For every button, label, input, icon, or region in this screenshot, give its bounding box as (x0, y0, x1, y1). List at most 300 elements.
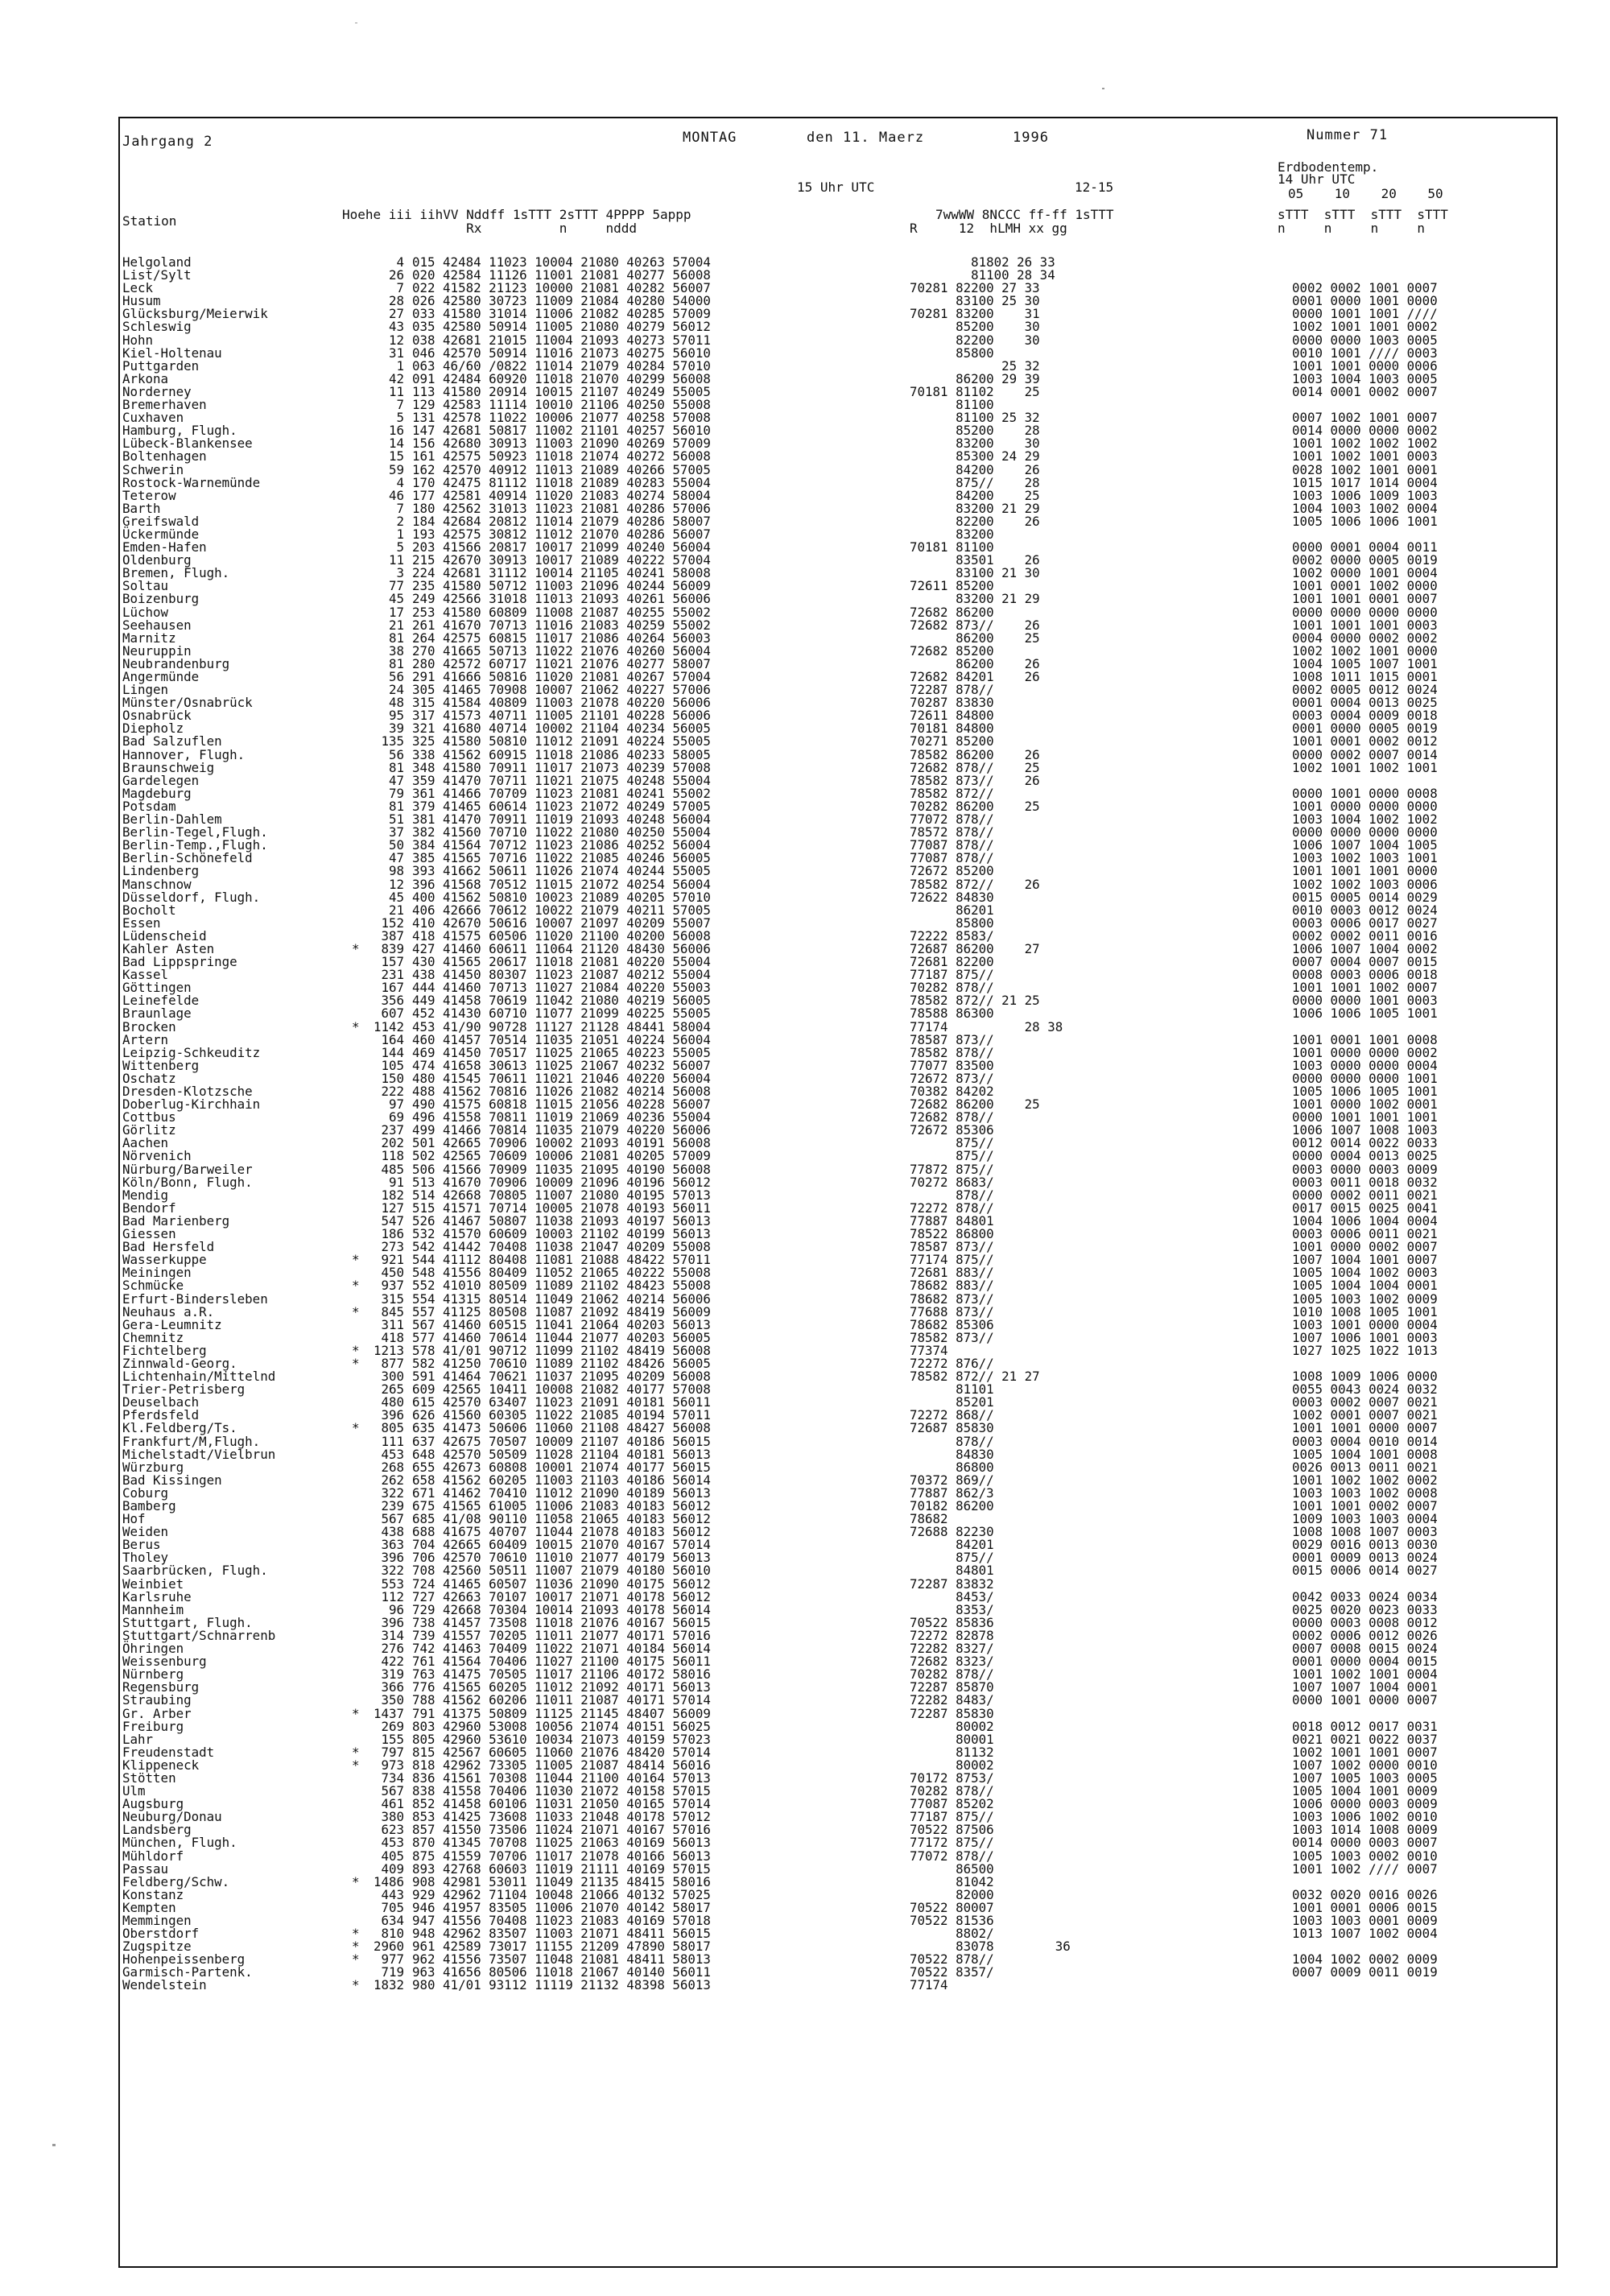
regional-groups: 86201 (910, 902, 994, 918)
station-elevation: 810 (381, 1926, 404, 1942)
regional-groups: 70287 83830 (910, 695, 994, 711)
regional-groups: 878// (910, 1433, 994, 1449)
soil-temperature-column (1292, 256, 1558, 1992)
station-name: Kahler Asten (122, 940, 215, 956)
soil-temperatures: 0015 0006 0014 0027 (1292, 1563, 1438, 1579)
mountain-station-marker (352, 645, 368, 658)
regional-groups: 77077 83500 (910, 1057, 994, 1073)
station-name: Stuttgart/Schnarrenb (122, 1627, 276, 1643)
station-name: Stuttgart, Flugh. (122, 1614, 253, 1630)
soil-temperatures: 0055 0043 0024 0032 (1292, 1381, 1438, 1398)
soil-temperatures: 1007 1004 1001 0007 (1292, 1252, 1438, 1268)
station-name: Weissenburg (122, 1654, 207, 1670)
soil-temperatures: 1001 0001 1001 0008 (1292, 1031, 1438, 1047)
column-header-soil: sTTT sTTT sTTT sTTT (1278, 207, 1448, 222)
station-name: Passau (122, 1860, 169, 1877)
synop-groups: 113 41580 20914 10015 21107 40249 55005 (412, 383, 711, 399)
regional-groups: 78587 873// (910, 1031, 994, 1047)
regional-groups: 81042 (910, 1873, 994, 1889)
station-elevation: 12 (388, 876, 404, 892)
soil-temperatures: 0000 0002 0011 0021 (1292, 1187, 1438, 1203)
station-elevation: 273 (381, 1239, 404, 1255)
regional-groups: 72687 86200 27 (910, 940, 1040, 956)
station-name: Bad Kissingen (122, 1472, 222, 1488)
mountain-station-marker (352, 1448, 368, 1461)
synop-groups: 444 41460 70713 11027 21084 40220 55003 (412, 980, 711, 996)
station-elevation: 105 (381, 1057, 404, 1073)
synop-groups: 321 41680 40714 10002 21104 40234 56005 (412, 721, 711, 737)
soil-temperatures: 1001 0000 0002 0007 (1292, 1239, 1438, 1255)
soil-temperatures: 1002 1001 1001 0002 (1292, 319, 1438, 335)
synop-groups: 499 41466 70814 11035 21079 40220 56006 (412, 1122, 711, 1138)
synop-groups: 449 41458 70619 11042 21080 40219 56005 (412, 993, 711, 1009)
synop-groups: 791 41375 50809 11125 21145 48407 56009 (412, 1705, 711, 1721)
soil-temperatures: 1003 1002 1003 1001 (1292, 850, 1438, 866)
station-name: Nörvenich (122, 1148, 192, 1164)
regional-groups: 77872 875// (910, 1161, 994, 1177)
mountain-station-marker: * (352, 1744, 360, 1760)
mountain-station-marker (352, 1526, 368, 1538)
synop-groups: 946 41957 83505 11006 21070 40142 58017 (412, 1899, 711, 1915)
regional-groups: 70281 83200 31 (910, 306, 1040, 322)
station-elevation: 276 (381, 1641, 404, 1657)
station-name: Lindenberg (122, 863, 200, 879)
station-name: Düsseldorf, Flugh. (122, 889, 261, 905)
soil-temperatures: 1003 1006 1002 0010 (1292, 1809, 1438, 1825)
mountain-station-marker (352, 1176, 368, 1189)
soil-temperatures: 0018 0012 0017 0031 (1292, 1718, 1438, 1734)
regional-groups: 81132 (910, 1744, 994, 1760)
station-name: Osnabrück (122, 708, 192, 724)
mountain-station-marker (352, 282, 368, 295)
mountain-station-marker (352, 1551, 368, 1564)
synop-groups: 729 42668 70304 10014 21093 40178 56014 (412, 1601, 711, 1617)
soil-temperatures: 1005 1006 1005 1001 (1292, 1084, 1438, 1099)
synop-groups: 557 41125 80508 11087 21092 48419 56009 (412, 1303, 711, 1319)
mountain-station-marker (352, 671, 368, 683)
station-name: Neuhaus a.R. (122, 1303, 215, 1319)
soil-temperatures: 0010 1001 //// 0003 (1292, 345, 1438, 361)
regional-groups: 78682 883// (910, 1278, 994, 1294)
regional-groups: 77374 (910, 1342, 948, 1358)
mountain-station-marker (352, 1668, 368, 1681)
station-elevation: 1213 (373, 1342, 404, 1358)
synop-groups: 582 41250 70610 11089 21102 48426 56005 (412, 1355, 711, 1371)
mountain-marker-column (352, 256, 368, 1992)
mountain-station-marker (352, 464, 368, 477)
station-elevation: 15 (388, 448, 404, 465)
synop-groups: 161 42575 50923 11018 21074 40272 56008 (412, 448, 711, 465)
station-name: Artern (122, 1031, 169, 1047)
synop-groups: 235 41580 50712 11003 21096 40244 56009 (412, 578, 711, 594)
soil-temperatures: 0002 0005 0012 0024 (1292, 682, 1438, 698)
mountain-station-marker: * (352, 1278, 360, 1294)
station-elevation: 95 (388, 708, 404, 724)
station-name: Cottbus (122, 1109, 176, 1125)
mountain-station-marker: * (352, 1342, 360, 1358)
soil-temperatures: 1005 1004 1004 0001 (1292, 1278, 1438, 1294)
synop-groups: 742 41463 70409 11022 21071 40184 56014 (412, 1641, 711, 1657)
synop-groups: 688 41675 40707 11044 21078 40183 56012 (412, 1524, 711, 1540)
soil-temperatures: 0003 0004 0010 0014 (1292, 1433, 1438, 1449)
synop-groups: 129 42583 11114 10010 21106 40250 55008 (412, 397, 711, 413)
soil-temperatures: 1010 1008 1005 1001 (1292, 1303, 1438, 1319)
soil-temperatures: 1001 1001 1002 0007 (1292, 980, 1438, 996)
synop-groups: 280 42572 60717 11021 21076 40277 58007 (412, 655, 711, 671)
mountain-station-marker (352, 1487, 368, 1500)
mountain-station-marker (352, 1655, 368, 1668)
station-name: München, Flugh. (122, 1835, 237, 1851)
station-name: Augsburg (122, 1796, 184, 1812)
mountain-station-marker (352, 606, 368, 619)
station-name: Kassel (122, 967, 169, 983)
station-name: Ulm (122, 1783, 146, 1799)
soil-temperatures: 1002 1002 1001 0000 (1292, 642, 1438, 659)
mountain-station-marker (352, 1811, 368, 1823)
regional-groups: 72672 85306 (910, 1122, 994, 1138)
station-elevation: 734 (381, 1769, 404, 1786)
soil-temperatures: 1004 1005 1007 1001 (1292, 655, 1438, 671)
synop-groups: 317 41573 40711 11005 21101 40228 56006 (412, 708, 711, 724)
synop-groups: 400 41562 50810 10023 21089 40205 57010 (412, 889, 711, 905)
station-name: Arkona (122, 370, 169, 386)
station-name: Angermünde (122, 669, 200, 684)
regional-groups: 72272 868// (910, 1407, 994, 1423)
regional-groups: 81100 28 34 (910, 267, 1055, 283)
synop-groups: 948 42962 83507 11003 21071 48411 56015 (412, 1926, 711, 1942)
station-elevation: 396 (381, 1614, 404, 1630)
synop-groups: 908 42981 53011 11049 21135 48415 58016 (412, 1873, 711, 1889)
mountain-station-marker (352, 450, 368, 463)
regional-groups: 85201 (910, 1394, 994, 1410)
regional-groups: 83100 25 30 (910, 293, 1040, 309)
synop-groups: 193 42575 30812 11012 21070 40286 56007 (412, 526, 711, 542)
station-elevation: 845 (381, 1303, 404, 1319)
synop-groups: 015 42484 11023 10004 21080 40263 57004 (412, 254, 711, 270)
soil-temperatures: 1001 1001 0001 0007 (1292, 591, 1438, 607)
station-name: Klippeneck (122, 1757, 200, 1773)
station-elevation: 839 (381, 940, 404, 956)
mountain-station-marker (352, 1189, 368, 1202)
station-elevation: 21 (388, 902, 404, 918)
station-elevation: 5 (396, 539, 404, 555)
mountain-station-marker: * (352, 1951, 360, 1968)
soil-temperatures: 1007 1007 1004 0001 (1292, 1679, 1438, 1695)
regional-groups: 82000 (910, 1886, 994, 1902)
mountain-station-marker (352, 1642, 368, 1655)
mountain-station-marker (352, 917, 368, 930)
station-elevation: 262 (381, 1472, 404, 1488)
synop-groups: 177 42581 40914 11020 21083 40274 58004 (412, 487, 711, 503)
mountain-station-marker (352, 1500, 368, 1513)
station-name: Lahr (122, 1731, 154, 1747)
station-name: Neubrandenburg (122, 655, 230, 671)
mountain-station-marker (352, 696, 368, 709)
soil-temperatures: 1005 1004 1001 0009 (1292, 1783, 1438, 1799)
soil-temperatures: 1006 1007 1008 1003 (1292, 1122, 1438, 1138)
synop-groups: 761 41564 70406 11027 21100 40175 56011 (412, 1654, 711, 1670)
regional-groups: 72622 84830 (910, 889, 994, 905)
synop-groups: 739 41557 70205 11011 21077 40171 57016 (412, 1627, 711, 1643)
mountain-station-marker (352, 437, 368, 450)
station-elevation: 2 (396, 513, 404, 529)
soil-temperatures: 1008 1009 1006 0000 (1292, 1369, 1438, 1385)
station-elevation: 16 (388, 423, 404, 439)
synop-groups: 026 42580 30723 11009 21084 40280 54000 (412, 293, 711, 309)
mountain-station-marker (352, 994, 368, 1007)
station-elevation: 350 (381, 1692, 404, 1708)
mountain-station-marker (352, 1629, 368, 1642)
station-name: Hohenpeissenberg (122, 1951, 246, 1968)
regional-groups: 72222 8583/ (910, 927, 994, 944)
station-elevation: 719 (381, 1964, 404, 1980)
station-elevation: 623 (381, 1822, 404, 1838)
synop-groups: 490 41575 60818 11015 21056 40228 56007 (412, 1096, 711, 1113)
station-name: Bamberg (122, 1498, 176, 1513)
station-elevation: 112 (381, 1588, 404, 1604)
soil-temperatures: 0003 0011 0018 0032 (1292, 1174, 1438, 1190)
regional-groups: 83200 21 29 (910, 591, 1040, 607)
station-name: Schwerin (122, 461, 184, 477)
soil-temperatures: 1001 1002 1001 0003 (1292, 448, 1438, 465)
station-elevation: 97 (388, 1096, 404, 1113)
mountain-station-marker (352, 1047, 368, 1059)
station-elevation: 69 (388, 1109, 404, 1125)
station-name: Leck (122, 280, 154, 296)
regional-groups: 78588 86300 (910, 1006, 994, 1022)
station-elevation: 118 (381, 1148, 404, 1164)
station-name: Frankfurt/M,Flugh. (122, 1433, 261, 1449)
regional-groups: 84200 26 (910, 461, 1040, 477)
soil-temperatures: 0026 0013 0011 0021 (1292, 1459, 1438, 1475)
soil-temperatures: 0000 0000 0000 0000 (1292, 604, 1438, 620)
year-label: 1996 (1013, 130, 1049, 146)
mountain-station-marker: * (352, 1757, 360, 1773)
synop-groups: 361 41466 70709 11023 21081 40241 55002 (412, 785, 711, 801)
station-name: Schleswig (122, 319, 192, 335)
regional-groups: 77887 862/3 (910, 1485, 994, 1501)
station-name: Cuxhaven (122, 410, 184, 426)
station-elevation: 48 (388, 695, 404, 711)
mountain-station-marker (352, 658, 368, 671)
station-name: Braunlage (122, 1006, 192, 1022)
station-elevation: 1 (396, 357, 404, 374)
regional-groups: 77072 878// (910, 811, 994, 828)
synop-groups: 513 41670 70906 10009 21096 40196 56012 (412, 1174, 711, 1190)
station-elevation: 21 (388, 617, 404, 633)
station-elevation: 567 (381, 1783, 404, 1799)
column-header-station: Station (122, 213, 177, 229)
synop-groups: 382 41560 70710 11022 21080 40250 55004 (412, 824, 711, 840)
station-name: Nürnberg (122, 1666, 184, 1683)
station-name: Weiden (122, 1524, 169, 1540)
synop-groups: 658 41562 60205 11003 21103 40186 56014 (412, 1472, 711, 1488)
mountain-station-marker (352, 956, 368, 968)
station-elevation: 231 (381, 967, 404, 983)
station-name: Seehausen (122, 617, 192, 633)
station-elevation: 607 (381, 1006, 404, 1022)
station-name: Bocholt (122, 902, 176, 918)
station-name: Garmisch-Partenk. (122, 1964, 253, 1980)
station-name: Coburg (122, 1485, 169, 1501)
regional-groups: 72672 873// (910, 1070, 994, 1086)
station-name: Regensburg (122, 1679, 200, 1695)
synop-groups: 215 42670 30913 10017 21089 40222 57004 (412, 552, 711, 568)
mountain-station-marker (352, 515, 368, 528)
station-name: Michelstadt/Vielbrun (122, 1446, 276, 1462)
soil-temperatures: 0002 0006 0012 0026 (1292, 1627, 1438, 1643)
regional-groups: 77174 875// (910, 1252, 994, 1268)
station-elevation: 314 (381, 1627, 404, 1643)
synop-groups: 893 42768 60603 11019 21111 40169 57015 (412, 1860, 711, 1877)
station-elevation: 2960 (373, 1939, 404, 1955)
station-elevation: 237 (381, 1122, 404, 1138)
synop-groups: 776 41565 60205 11012 21092 40171 56013 (412, 1679, 711, 1695)
soil-temperatures: 0001 0000 1001 0000 (1292, 293, 1438, 309)
soil-temperature-time: 14 Uhr UTC (1278, 171, 1356, 187)
regional-groups: 72282 8327/ (910, 1641, 994, 1657)
station-elevation: 47 (388, 772, 404, 788)
synop-groups: 147 42681 50817 11002 21101 40257 56010 (412, 423, 711, 439)
station-elevation: 480 (381, 1394, 404, 1410)
station-elevation: 11 (388, 552, 404, 568)
regional-groups: 72687 85830 (910, 1420, 994, 1436)
regional-groups: 72682 86200 25 (910, 1096, 1040, 1113)
station-name: Kiel-Holtenau (122, 345, 222, 361)
synop-groups: 671 41462 70410 11012 21090 40189 56013 (412, 1485, 711, 1501)
mountain-station-marker: * (352, 1355, 360, 1371)
soil-temperatures: 1005 1003 1002 0009 (1292, 1290, 1438, 1307)
soil-temperatures: 1001 1001 0000 0006 (1292, 357, 1438, 374)
soil-temperatures: 1003 1003 0001 0009 (1292, 1913, 1438, 1928)
regional-groups: 8353/ (910, 1601, 994, 1617)
synop-groups: 685 41/08 90110 11058 21065 40183 56012 (412, 1511, 711, 1527)
station-elevation: 164 (381, 1031, 404, 1047)
soil-temperatures: 1004 1006 1004 0004 (1292, 1212, 1438, 1229)
mountain-station-marker (352, 1681, 368, 1694)
mountain-station-marker (352, 502, 368, 515)
station-name: Soltau (122, 578, 169, 594)
soil-temperatures: 0000 0000 0000 0000 (1292, 824, 1438, 840)
soil-temperatures: 1005 1003 0002 0010 (1292, 1848, 1438, 1864)
synop-groups: 379 41465 60614 11023 21072 40249 57005 (412, 798, 711, 814)
station-name: List/Sylt (122, 267, 192, 283)
station-elevation: 81 (388, 759, 404, 775)
mountain-station-marker (352, 826, 368, 839)
date-label: den 11. Maerz (807, 130, 925, 146)
mountain-station-marker (352, 1772, 368, 1785)
column-header-main: Hoehe iii iihVV Nddff 1sTTT 2sTTT 4PPPP 5appp (342, 207, 691, 222)
mountain-station-marker (352, 1202, 368, 1215)
regional-groups: 77174 (910, 1977, 948, 1993)
mountain-station-marker (352, 411, 368, 424)
soil-temperatures: 0000 1001 1001 1001 (1292, 1109, 1438, 1125)
station-elevation: 311 (381, 1316, 404, 1332)
soil-temperatures: 1004 1003 1002 0004 (1292, 500, 1438, 516)
mountain-station-marker (352, 1617, 368, 1629)
regional-groups: 77087 878// (910, 850, 994, 866)
station-name: Puttgarden (122, 357, 200, 374)
regional-groups: 81101 (910, 1381, 994, 1398)
synop-groups: 385 41565 70716 11022 21085 40246 56005 (412, 850, 711, 866)
station-name: Nürburg/Barweiler (122, 1161, 253, 1177)
station-name: Kl.Feldberg/Ts. (122, 1420, 237, 1436)
mountain-station-marker (352, 320, 368, 333)
soil-temperatures: 0000 0003 0008 0012 (1292, 1614, 1438, 1630)
station-elevation: 111 (381, 1433, 404, 1449)
mountain-station-marker (352, 1111, 368, 1124)
mountain-station-marker (352, 1578, 368, 1591)
regional-groups: 78582 873// (910, 1329, 994, 1345)
regional-groups: 86500 (910, 1860, 994, 1877)
station-elevation: 1486 (373, 1873, 404, 1889)
issue-number: Nummer 71 (1307, 127, 1389, 143)
station-name: Schmücke (122, 1278, 184, 1294)
station-name: Köln/Bonn, Flugh. (122, 1174, 253, 1190)
synop-groups: 418 41575 60506 11020 21100 40200 56008 (412, 927, 711, 944)
station-name: Giessen (122, 1226, 176, 1242)
regional-groups: 72287 83832 (910, 1575, 994, 1592)
station-name: Diepholz (122, 721, 184, 737)
station-name: Potsdam (122, 798, 176, 814)
station-name: Freudenstadt (122, 1744, 215, 1760)
station-elevation: 38 (388, 642, 404, 659)
synop-groups: 291 41666 50816 11020 21081 40267 57004 (412, 669, 711, 684)
regional-groups: 80002 (910, 1757, 994, 1773)
station-name: Hohn (122, 332, 154, 348)
synop-groups: 348 41580 70911 11017 21073 40239 57008 (412, 759, 711, 775)
regional-groups: 72682 85200 (910, 642, 994, 659)
synop-groups: 514 42668 70805 11007 21080 40195 57013 (412, 1187, 711, 1203)
soil-temperatures: 0003 0006 0011 0021 (1292, 1226, 1438, 1242)
mountain-station-marker (352, 308, 368, 320)
station-name: Göttingen (122, 980, 192, 996)
mountain-station-marker (352, 1823, 368, 1836)
station-name: Berlin-Temp.,Flugh. (122, 837, 268, 853)
station-name: Teterow (122, 487, 176, 503)
station-elevation: 1 (396, 526, 404, 542)
mountain-station-marker (352, 1072, 368, 1085)
station-name: Bad Lippspringe (122, 954, 237, 970)
station-name: Landsberg (122, 1822, 192, 1838)
regional-groups: 70282 878// (910, 1783, 994, 1799)
soil-temperatures: 1006 0000 0003 0009 (1292, 1796, 1438, 1812)
synop-groups: 325 41580 50810 11012 21091 40224 55005 (412, 733, 711, 750)
soil-temperatures: 0014 0000 0003 0007 (1292, 1835, 1438, 1851)
synop-groups: 162 42570 40912 11013 21089 40266 57005 (412, 461, 711, 477)
mountain-station-marker (352, 295, 368, 308)
synop-groups: 805 42960 53610 10034 21073 40159 57023 (412, 1731, 711, 1747)
mountain-station-marker (352, 878, 368, 891)
soil-temperatures: 1003 0000 0000 0004 (1292, 1057, 1438, 1073)
column-header-regional: 7wwWW 8NCCC ff-ff 1sTTT (935, 207, 1114, 222)
station-name: Hof (122, 1511, 146, 1527)
regional-groups: 70272 8683/ (910, 1174, 994, 1190)
station-elevation: 485 (381, 1161, 404, 1177)
soil-temperatures: 1005 1004 1002 0003 (1292, 1265, 1438, 1281)
station-elevation: 81 (388, 655, 404, 671)
synop-groups: 591 41464 70621 11037 21095 40209 56008 (412, 1369, 711, 1385)
mountain-station-marker (352, 619, 368, 632)
regional-groups: 78582 873// 26 (910, 772, 1040, 788)
station-elevation: 877 (381, 1355, 404, 1371)
synop-groups: 515 41571 70714 10005 21078 40193 56011 (412, 1200, 711, 1216)
station-elevation: 1142 (373, 1018, 404, 1034)
station-name: Norderney (122, 383, 192, 399)
soil-temperatures: 1001 0001 1002 0000 (1292, 578, 1438, 594)
mountain-station-marker (352, 735, 368, 748)
mountain-station-marker (352, 1085, 368, 1098)
